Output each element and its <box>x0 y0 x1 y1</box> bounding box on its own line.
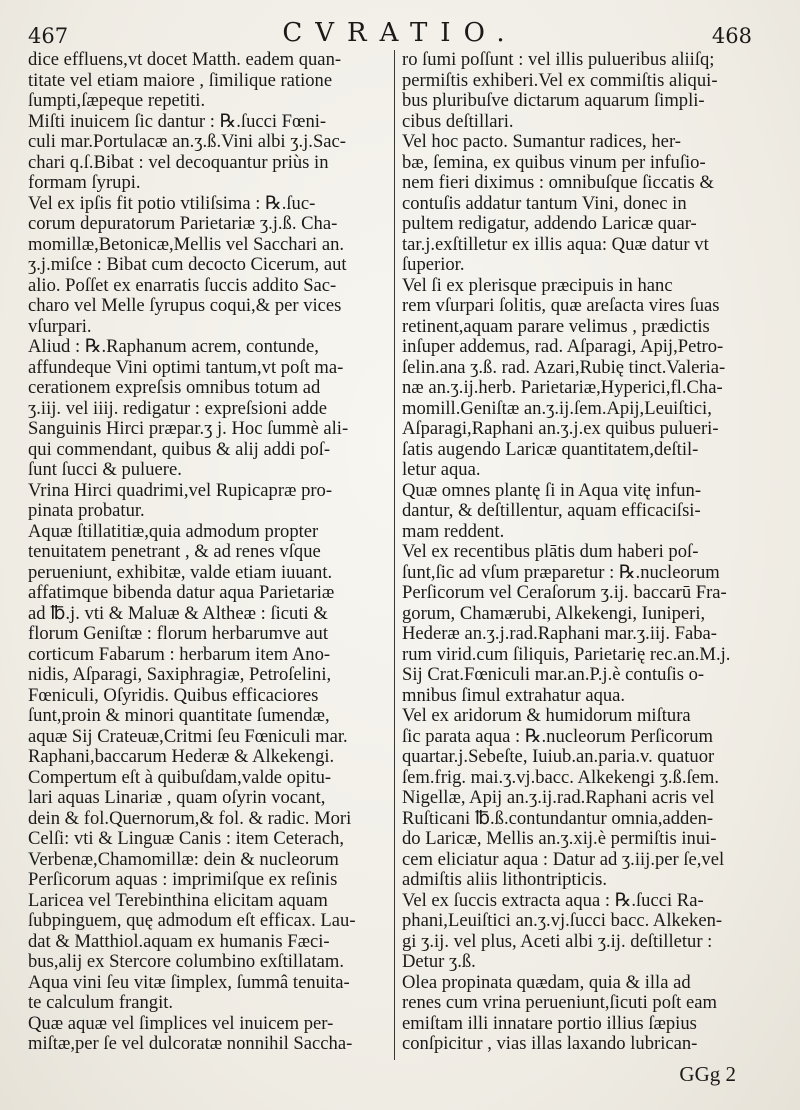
text-line: næ an.ʒ.ij.herb. Parietariæ,Hyperici,fl.Cha- <box>402 378 723 398</box>
text-line: ʒ.iij. vel iiij. redigatur : expreſsioni adde <box>28 398 327 419</box>
text-line: Verbenæ,Chamomillæ: dein & nucleorum <box>28 849 339 870</box>
text-line: Raphani,baccarum Hederæ & Alkekengi. <box>28 747 335 767</box>
text-line: dein & fol.Quernorum,& fol. & radic. Mori <box>28 808 352 829</box>
text-line: retinent,aquam parare velimus , prædictis <box>402 316 710 337</box>
text-line: ro ſumi poſſunt : vel illis pulueribus aliiſq; <box>402 50 715 70</box>
page-header <box>0 18 800 48</box>
page-number-right: 468 <box>711 24 752 48</box>
text-line: Olea propinata quædam, quia & illa ad <box>402 972 691 993</box>
text-line: Perſicorum aquas : imprimiſque ex reſinis <box>28 870 338 890</box>
text-line: Quæ omnes plantę ſi in Aqua vitę infun- <box>402 480 702 501</box>
text-line: Vel ex recentibus plātis dum haberi poſ- <box>402 542 699 562</box>
text-line: Celſi: vti & Linguæ Canis : item Ceterach, <box>28 829 345 849</box>
text-line: te calculum frangit. <box>28 993 174 1013</box>
text-line: Fœniculi, Oſyridis. Quibus efficaciores <box>28 685 319 706</box>
text-line: ſubpinguem, quę admodum eſt efficax. Lau- <box>28 911 356 931</box>
text-line: momill.Geniſtæ an.ʒ.ij.ſem.Apij,Leuiſtici, <box>402 398 712 419</box>
text-line: formam ſyrupi. <box>28 173 141 193</box>
text-line: do Laricæ, Mellis an.ʒ.xij.è permiſtis inui- <box>402 829 717 849</box>
text-line: Vel ex ſuccis extracta aqua : ℞.ſucci Ra- <box>402 890 704 911</box>
text-line: miſtæ,per ſe vel dulcoratæ nonnihil Saccha- <box>28 1034 353 1054</box>
text-line: Perſicorum vel Ceraſorum ʒ.ij. baccarū Fra- <box>402 583 727 603</box>
text-line: phani,Leuiſtici an.ʒ.vj.ſucci bacc. Alkeken- <box>402 911 723 931</box>
text-line: nidis, Aſparagi, Saxiphragiæ, Petroſelini, <box>28 665 332 685</box>
text-line: momillæ,Betonicæ,Mellis vel Sacchari an. <box>28 234 345 255</box>
text-line: Aſparagi,Raphani an.ʒ.j.ex quibus pulueri- <box>402 419 719 439</box>
text-line: pinata probatur. <box>28 501 145 521</box>
text-line: qui commendant, quibus & alij addi poſ- <box>28 439 331 460</box>
text-line: Compertum eſt à quibuſdam,valde opitu- <box>28 767 332 788</box>
right-text-column <box>402 50 754 1055</box>
text-line: gorum, Chamærubi, Alkekengi, Iuniperi, <box>402 603 706 624</box>
text-line: chari q.ſ.Bibat : vel decoquantur priùs in <box>28 152 329 173</box>
text-line: tar.j.exſtilletur ex illis aqua: Quæ datur vt <box>402 234 709 255</box>
text-line: ſunt,proin & minori quantitate ſumendæ, <box>28 706 330 726</box>
text-line: Miſti inuicem ſic dantur : ℞.ſucci Fœni- <box>28 111 327 132</box>
text-line: dantur, & deſtillentur, aquam efficaciſsi- <box>402 501 701 521</box>
text-line: vſurpari. <box>28 316 92 337</box>
text-line: cem eliciatur aqua : Datur ad ʒ.iij.per ſe,vel <box>402 849 725 870</box>
text-line: tenuitatem penetrant , & ad renes vſque <box>28 542 321 562</box>
text-line: Nigellæ, Apij an.ʒ.ij.rad.Raphani acris vel <box>402 788 715 808</box>
text-line: bus pluribuſve dictarum aquarum ſimpli- <box>402 91 705 111</box>
column-divider <box>394 50 395 1060</box>
text-line: Vel hoc pacto. Sumantur radices, her- <box>402 132 681 152</box>
text-line: Vrina Hirci quadrimi,vel Rupicapræ pro- <box>28 480 333 501</box>
text-line: Vel ex aridorum & humidorum miſtura <box>402 706 691 726</box>
text-line: ſuperior. <box>402 255 465 275</box>
text-line: Laricea vel Terebinthina elicitam aquam <box>28 890 328 911</box>
text-line: Hederæ an.ʒ.j.rad.Raphani mar.ʒ.iij. Faba- <box>402 624 717 644</box>
text-line: aquæ Sij Crateuæ,Critmi ſeu Fœniculi mar. <box>28 726 348 747</box>
text-line: ſatis augendo Laricæ quantitatem,deſtil- <box>402 439 699 460</box>
text-line: ad ℔.j. vti & Maluæ & Altheæ : ſicuti & <box>28 603 328 624</box>
text-line: perueniunt, exhibitæ, valde etiam iuuant. <box>28 562 333 583</box>
text-line: corum depuratorum Parietariæ ʒ.j.ß. Cha- <box>28 214 338 234</box>
text-line: mam reddent. <box>402 521 505 542</box>
running-title: CVRATIO. <box>282 18 518 48</box>
text-line: Sanguinis Hirci præpar.ʒ j. Hoc ſummè ali- <box>28 419 349 439</box>
text-line: dice effluens,vt docet Matth. eadem quan- <box>28 50 342 70</box>
text-line: Sij Crat.Fœniculi mar.an.P.j.è contuſis o- <box>402 665 705 685</box>
text-line: admiſtis aliis lithontripticis. <box>402 870 608 890</box>
text-line: lari aquas Linariæ , quam oſyrin vocant, <box>28 788 326 808</box>
text-line: charo vel Melle ſyrupus coqui,& per vices <box>28 296 342 316</box>
left-text-column <box>28 50 390 1055</box>
text-line: Quæ aquæ vel ſimplices vel inuicem per- <box>28 1013 334 1034</box>
text-line: ʒ.j.miſce : Bibat cum decocto Cicerum, aut <box>28 255 347 275</box>
text-line: inſuper addemus, rad. Aſparagi, Apij,Petro- <box>402 337 724 357</box>
text-line: affatimque bibenda datur aqua Parietariæ <box>28 583 335 603</box>
text-line: ſunt ſucci & puluere. <box>28 460 182 480</box>
text-line: quartar.j.Sebeſte, Iuiub.an.paria.v. quatuor <box>402 747 715 767</box>
text-line: ſic parata aqua : ℞.nucleorum Perſicorum <box>402 726 713 747</box>
text-line: emiſtam illi innatare portio illius ſæpius <box>402 1013 697 1034</box>
page-number-left: 467 <box>28 24 69 48</box>
text-line: contuſis addatur tantum Vini, donec in <box>402 193 687 214</box>
text-line: gi ʒ.ij. vel plus, Aceti albi ʒ.ij. deſtilletur : <box>402 931 713 952</box>
text-line: nem fieri diximus : omnibuſque ſiccatis & <box>402 173 714 193</box>
text-line: florum Geniſtæ : florum herbarumve aut <box>28 624 329 644</box>
text-line: cibus deſtillari. <box>402 111 514 132</box>
text-line: Aquæ ſtillatitiæ,quia admodum propter <box>28 521 319 542</box>
text-line: letur aqua. <box>402 460 481 480</box>
text-line: bæ, ſemina, ex quibus vinum per infuſio- <box>402 152 706 173</box>
signature-mark: GGg 2 <box>679 1062 736 1086</box>
text-line: dat & Matthiol.aquam ex humanis Fæci- <box>28 931 330 952</box>
text-line: ſelin.ana ʒ.ß. rad. Azari,Rubię tinct.Valeria- <box>402 357 726 378</box>
text-line: rum virid.cum ſiliquis, Parietarię rec.an.M.j. <box>402 644 731 665</box>
text-line: Aliud : ℞.Raphanum acrem, contunde, <box>28 337 319 357</box>
text-line: rem vſurpari ſolitis, quæ areſacta vires ſuas <box>402 296 720 316</box>
text-line: corticum Fabarum : herbarum item Ano- <box>28 644 331 665</box>
text-line: mnibus ſimul extrahatur aqua. <box>402 685 626 706</box>
text-line: renes cum vrina perueniunt,ſicuti poſt eam <box>402 993 717 1013</box>
text-line: conſpicitur , vias illas laxando lubrican- <box>402 1034 698 1054</box>
text-line: permiſtis exhiberi.Vel ex commiſtis aliqui- <box>402 70 718 91</box>
text-line: ſem.frig. mai.ʒ.vj.bacc. Alkekengi ʒ.ß.ſem. <box>402 767 720 788</box>
text-line: ſunt,ſic ad vſum præparetur : ℞.nucleorum <box>402 562 720 583</box>
text-line: cerationem expreſsis omnibus totum ad <box>28 378 321 398</box>
text-line: bus,alij ex Stercore columbino exſtillatam. <box>28 952 345 972</box>
text-line: affundeque Vini optimi tantum,vt poſt ma- <box>28 357 344 378</box>
text-line: Vel ſi ex plerisque præcipuis in hanc <box>402 275 673 296</box>
text-line: culi mar.Portulacæ an.ʒ.ß.Vini albi ʒ.j.Sac- <box>28 132 346 152</box>
text-line: alio. Poſſet ex enarratis ſuccis addito Sac- <box>28 275 337 296</box>
text-line: ſumpti,ſæpeque repetiti. <box>28 91 206 111</box>
text-line: Vel ex ipſis fit potio vtiliſsima : ℞.ſuc- <box>28 193 316 214</box>
text-line: pultem redigatur, addendo Laricæ quar- <box>402 214 697 234</box>
text-line: titate vel etiam maiore , ſimilique ratione <box>28 70 333 91</box>
text-line: Ruſticani ℔.ß.contundantur omnia,adden- <box>402 808 714 829</box>
text-line: Aqua vini ſeu vitæ ſimplex, ſummâ tenuita- <box>28 972 350 993</box>
text-line: Detur ʒ.ß. <box>402 952 476 972</box>
